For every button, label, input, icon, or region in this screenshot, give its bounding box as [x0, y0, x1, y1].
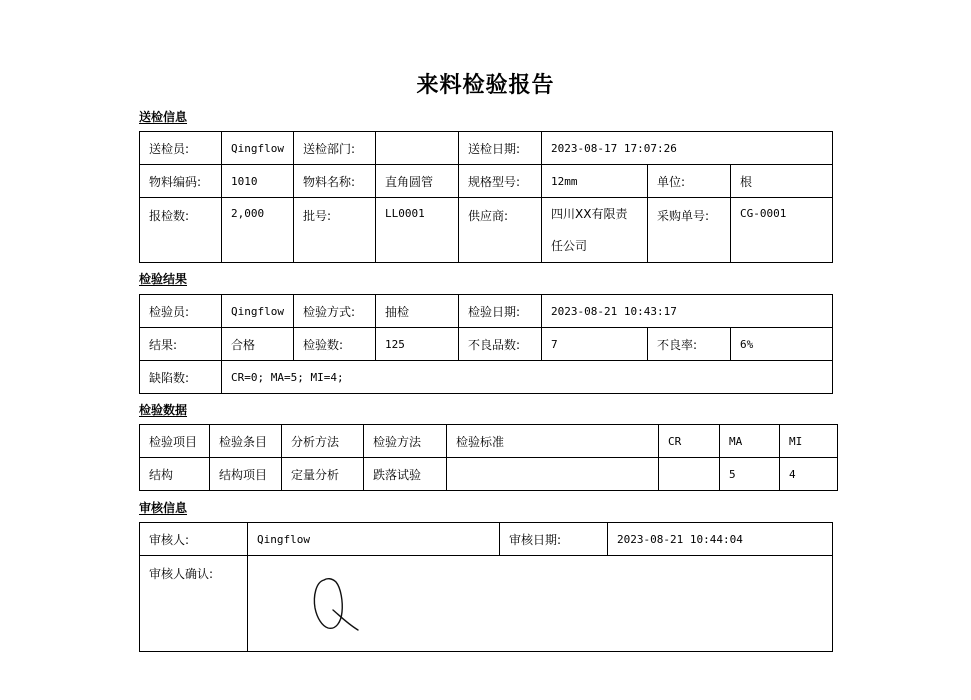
column-header: 分析方法 [282, 425, 364, 458]
review-date-value: 2023-08-21 10:44:04 [608, 523, 833, 556]
table-cell [447, 458, 659, 491]
table-row [140, 198, 833, 263]
table-cell [659, 458, 720, 491]
table-cell: 定量分析 [282, 458, 364, 491]
reviewer-label: 审核人: [140, 523, 248, 556]
spec-label: 规格型号: [459, 165, 542, 198]
batch-label: 批号: [294, 198, 376, 263]
table-row [140, 361, 833, 394]
material-name-label: 物料名称: [294, 165, 376, 198]
column-header: 检验条目 [210, 425, 282, 458]
submit-date-value: 2023-08-17 17:07:26 [542, 132, 833, 165]
handwritten-signature [310, 574, 370, 634]
unit-value: 根 [731, 165, 833, 198]
table-cell: 4 [780, 458, 838, 491]
batch-value: LL0001 [376, 198, 459, 263]
submit-date-label: 送检日期: [459, 132, 542, 165]
dept-value [376, 132, 459, 165]
table-cell: 结构项目 [210, 458, 282, 491]
column-header: 检验方法 [364, 425, 447, 458]
table-row [140, 132, 833, 165]
defect-label: 缺陷数: [140, 361, 222, 394]
table-header-row [140, 425, 838, 458]
column-header: MI [780, 425, 838, 458]
qty-label: 报检数: [140, 198, 222, 263]
table-cell: 跌落试验 [364, 458, 447, 491]
table-row [140, 295, 833, 328]
verdict-value: 合格 [222, 328, 294, 361]
inspector-label: 送检员: [140, 132, 222, 165]
po-label: 采购单号: [648, 198, 731, 263]
table-cell: 结构 [140, 458, 210, 491]
table-row [140, 328, 833, 361]
section-data-title: 检验数据 [139, 403, 188, 417]
supplier-label: 供应商: [459, 198, 542, 263]
section-result-title: 检验结果 [139, 272, 188, 286]
section-review-title: 审核信息 [139, 501, 188, 515]
column-header: CR [659, 425, 720, 458]
check-count-label: 检验数: [294, 328, 376, 361]
checker-value: Qingflow [222, 295, 294, 328]
column-header: 检验项目 [140, 425, 210, 458]
bad-rate-value: 6% [731, 328, 833, 361]
table-row [140, 523, 833, 556]
material-code-label: 物料编码: [140, 165, 222, 198]
column-header: MA [720, 425, 780, 458]
defect-value: CR=0; MA=5; MI=4; [222, 361, 833, 394]
method-label: 检验方式: [294, 295, 376, 328]
reviewer-value: Qingflow [248, 523, 500, 556]
section-submit-title: 送检信息 [139, 110, 188, 124]
spec-value: 12mm [542, 165, 648, 198]
material-name-value: 直角圆管 [376, 165, 459, 198]
qty-value: 2,000 [222, 198, 294, 263]
supplier-line-2: 任公司 [551, 239, 588, 253]
table-row [140, 165, 833, 198]
checker-label: 检验员: [140, 295, 222, 328]
bad-count-label: 不良品数: [459, 328, 542, 361]
inspection-data-table [139, 424, 838, 491]
table-cell: 5 [720, 458, 780, 491]
result-table [139, 294, 833, 394]
review-date-label: 审核日期: [500, 523, 608, 556]
supplier-value [542, 198, 648, 263]
check-date-value: 2023-08-21 10:43:17 [542, 295, 833, 328]
material-code-value: 1010 [222, 165, 294, 198]
report-title: 来料检验报告 [416, 73, 555, 98]
supplier-line-1: 四川XX有限责 [551, 207, 628, 221]
unit-label: 单位: [648, 165, 731, 198]
column-header: 检验标准 [447, 425, 659, 458]
confirm-label: 审核人确认: [140, 556, 248, 652]
check-date-label: 检验日期: [459, 295, 542, 328]
bad-rate-label: 不良率: [648, 328, 731, 361]
submit-info-table [139, 131, 833, 263]
method-value: 抽检 [376, 295, 459, 328]
check-count-value: 125 [376, 328, 459, 361]
inspector-value: Qingflow [222, 132, 294, 165]
table-row [140, 458, 838, 491]
review-table [139, 522, 833, 652]
po-value: CG-0001 [731, 198, 833, 263]
dept-label: 送检部门: [294, 132, 376, 165]
verdict-label: 结果: [140, 328, 222, 361]
bad-count-value: 7 [542, 328, 648, 361]
table-row [140, 556, 833, 652]
